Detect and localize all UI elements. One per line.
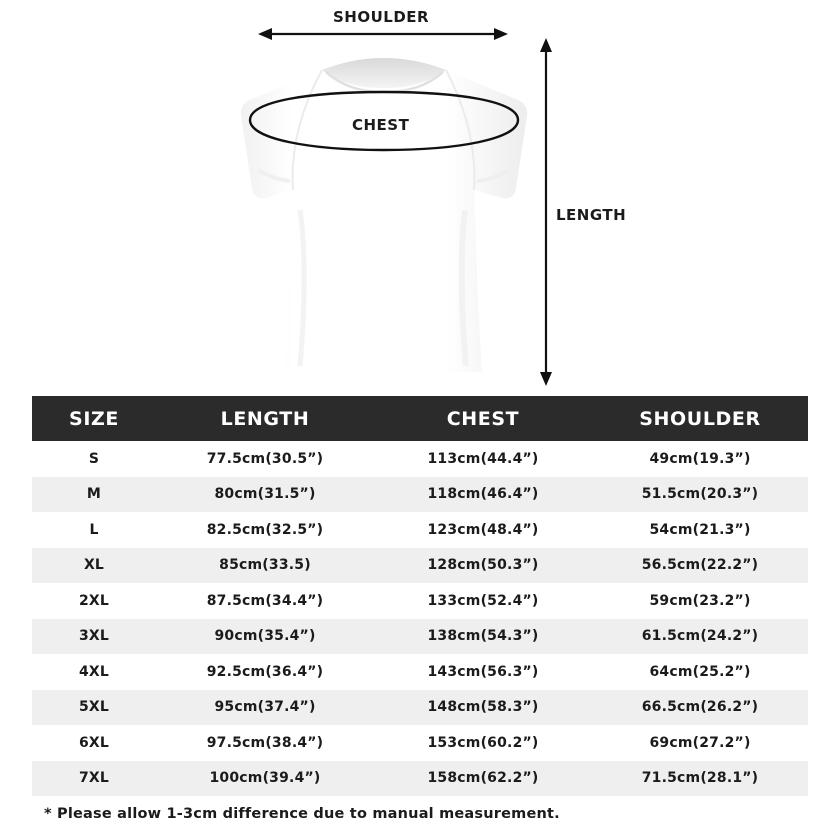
table-row bbox=[32, 477, 808, 513]
cell-length: 80cm(31.5”) bbox=[156, 477, 374, 513]
shirt-shape bbox=[241, 58, 527, 372]
cell-shoulder: 71.5cm(28.1”) bbox=[592, 761, 808, 797]
length-label: LENGTH bbox=[556, 206, 627, 224]
cell-shoulder: 61.5cm(24.2”) bbox=[592, 619, 808, 655]
table-header-row bbox=[32, 396, 808, 441]
cell-size: S bbox=[32, 441, 156, 477]
cell-shoulder: 66.5cm(26.2”) bbox=[592, 690, 808, 726]
cell-length: 100cm(39.4”) bbox=[156, 761, 374, 797]
cell-chest: 148cm(58.3”) bbox=[374, 690, 592, 726]
shoulder-label: SHOULDER bbox=[333, 8, 430, 26]
table-row bbox=[32, 761, 808, 797]
cell-shoulder: 54cm(21.3”) bbox=[592, 512, 808, 548]
garment-diagram bbox=[0, 0, 840, 396]
table-body bbox=[32, 441, 808, 796]
cell-size: L bbox=[32, 512, 156, 548]
cell-length: 90cm(35.4”) bbox=[156, 619, 374, 655]
cell-size: 5XL bbox=[32, 690, 156, 726]
cell-size: 6XL bbox=[32, 725, 156, 761]
cell-shoulder: 49cm(19.3”) bbox=[592, 441, 808, 477]
cell-chest: 158cm(62.2”) bbox=[374, 761, 592, 797]
table-row bbox=[32, 512, 808, 548]
table-row bbox=[32, 441, 808, 477]
cell-size: M bbox=[32, 477, 156, 513]
cell-chest: 118cm(46.4”) bbox=[374, 477, 592, 513]
cell-shoulder: 64cm(25.2”) bbox=[592, 654, 808, 690]
length-dimension-arrow bbox=[540, 38, 552, 386]
column-header-shoulder: SHOULDER bbox=[592, 396, 808, 441]
cell-shoulder: 56.5cm(22.2”) bbox=[592, 548, 808, 584]
cell-length: 85cm(33.5) bbox=[156, 548, 374, 584]
cell-size: XL bbox=[32, 548, 156, 584]
cell-chest: 143cm(56.3”) bbox=[374, 654, 592, 690]
measurement-footnote: * Please allow 1-3cm difference due to manual measurement. bbox=[44, 806, 560, 822]
cell-length: 97.5cm(38.4”) bbox=[156, 725, 374, 761]
cell-shoulder: 69cm(27.2”) bbox=[592, 725, 808, 761]
table-row bbox=[32, 690, 808, 726]
cell-chest: 133cm(52.4”) bbox=[374, 583, 592, 619]
cell-length: 77.5cm(30.5”) bbox=[156, 441, 374, 477]
chest-label: CHEST bbox=[352, 116, 410, 134]
table-row bbox=[32, 725, 808, 761]
cell-chest: 153cm(60.2”) bbox=[374, 725, 592, 761]
cell-length: 92.5cm(36.4”) bbox=[156, 654, 374, 690]
cell-size: 3XL bbox=[32, 619, 156, 655]
table-row bbox=[32, 619, 808, 655]
cell-shoulder: 51.5cm(20.3”) bbox=[592, 477, 808, 513]
cell-size: 7XL bbox=[32, 761, 156, 797]
cell-chest: 128cm(50.3”) bbox=[374, 548, 592, 584]
column-header-size: SIZE bbox=[32, 396, 156, 441]
shoulder-dimension-arrow bbox=[258, 28, 508, 40]
table-row bbox=[32, 654, 808, 690]
cell-chest: 123cm(48.4”) bbox=[374, 512, 592, 548]
size-chart-table bbox=[32, 396, 808, 796]
tshirt-illustration bbox=[0, 0, 840, 396]
cell-chest: 113cm(44.4”) bbox=[374, 441, 592, 477]
cell-length: 95cm(37.4”) bbox=[156, 690, 374, 726]
cell-shoulder: 59cm(23.2”) bbox=[592, 583, 808, 619]
cell-chest: 138cm(54.3”) bbox=[374, 619, 592, 655]
table-row bbox=[32, 583, 808, 619]
cell-length: 87.5cm(34.4”) bbox=[156, 583, 374, 619]
cell-length: 82.5cm(32.5”) bbox=[156, 512, 374, 548]
table-row bbox=[32, 548, 808, 584]
cell-size: 4XL bbox=[32, 654, 156, 690]
column-header-chest: CHEST bbox=[374, 396, 592, 441]
cell-size: 2XL bbox=[32, 583, 156, 619]
column-header-length: LENGTH bbox=[156, 396, 374, 441]
